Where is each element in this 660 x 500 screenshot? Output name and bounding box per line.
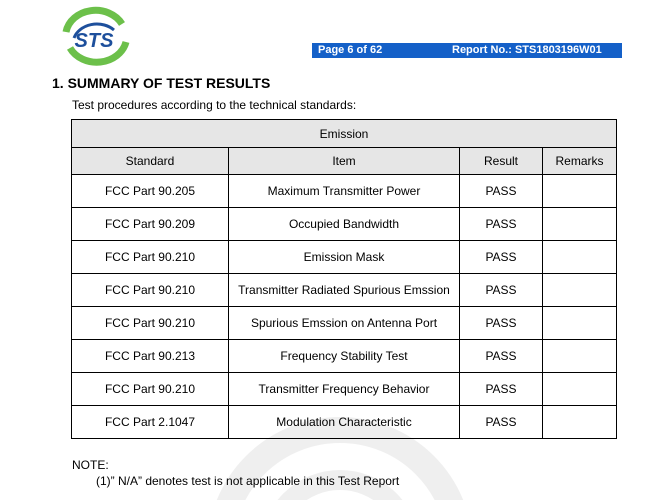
cell-standard: FCC Part 2.1047 bbox=[72, 406, 229, 439]
results-table bbox=[71, 119, 617, 439]
table-row bbox=[72, 274, 617, 307]
cell-result: PASS bbox=[460, 406, 543, 439]
cell-remarks bbox=[543, 340, 617, 373]
table-header-row bbox=[72, 148, 617, 175]
logo-text: STS bbox=[74, 30, 114, 52]
cell-remarks bbox=[543, 208, 617, 241]
cell-result: PASS bbox=[460, 241, 543, 274]
section-intro: Test procedures according to the technical standards: bbox=[72, 98, 357, 112]
cell-result: PASS bbox=[460, 274, 543, 307]
cell-remarks bbox=[543, 274, 617, 307]
cell-item: Frequency Stability Test bbox=[229, 340, 460, 373]
table-row bbox=[72, 208, 617, 241]
cell-remarks bbox=[543, 406, 617, 439]
cell-standard: FCC Part 90.209 bbox=[72, 208, 229, 241]
cell-item: Spurious Emssion on Antenna Port bbox=[229, 307, 460, 340]
cell-result: PASS bbox=[460, 175, 543, 208]
table-row bbox=[72, 373, 617, 406]
cell-item: Maximum Transmitter Power bbox=[229, 175, 460, 208]
cell-result: PASS bbox=[460, 307, 543, 340]
report-number: Report No.: STS1803196W01 bbox=[452, 44, 602, 56]
sts-logo bbox=[56, 6, 132, 68]
cell-result: PASS bbox=[460, 373, 543, 406]
cell-item: Transmitter Frequency Behavior bbox=[229, 373, 460, 406]
cell-remarks bbox=[543, 373, 617, 406]
table-row bbox=[72, 307, 617, 340]
note-item: (1)” N/A” denotes test is not applicable in this Test Report bbox=[96, 474, 400, 488]
column-header-item: Item bbox=[229, 148, 460, 175]
cell-standard: FCC Part 90.205 bbox=[72, 175, 229, 208]
cell-item: Occupied Bandwidth bbox=[229, 208, 460, 241]
cell-result: PASS bbox=[460, 208, 543, 241]
cell-item: Modulation Characteristic bbox=[229, 406, 460, 439]
cell-item: Transmitter Radiated Spurious Emssion bbox=[229, 274, 460, 307]
section-title: 1. SUMMARY OF TEST RESULTS bbox=[52, 75, 271, 91]
page-header-bar bbox=[312, 43, 622, 58]
cell-remarks bbox=[543, 175, 617, 208]
column-header-standard: Standard bbox=[72, 148, 229, 175]
note-title: NOTE: bbox=[72, 458, 109, 472]
table-row bbox=[72, 340, 617, 373]
page-number: Page 6 of 62 bbox=[318, 44, 383, 56]
table-row bbox=[72, 406, 617, 439]
cell-standard: FCC Part 90.210 bbox=[72, 274, 229, 307]
cell-remarks bbox=[543, 241, 617, 274]
table-row bbox=[72, 175, 617, 208]
table-group-header-row bbox=[72, 120, 617, 148]
cell-item: Emission Mask bbox=[229, 241, 460, 274]
group-header-emission: Emission bbox=[72, 120, 617, 148]
column-header-remarks: Remarks bbox=[543, 148, 617, 175]
column-header-result: Result bbox=[460, 148, 543, 175]
cell-standard: FCC Part 90.210 bbox=[72, 307, 229, 340]
cell-standard: FCC Part 90.213 bbox=[72, 340, 229, 373]
cell-standard: FCC Part 90.210 bbox=[72, 241, 229, 274]
cell-result: PASS bbox=[460, 340, 543, 373]
table-row bbox=[72, 241, 617, 274]
cell-standard: FCC Part 90.210 bbox=[72, 373, 229, 406]
cell-remarks bbox=[543, 307, 617, 340]
